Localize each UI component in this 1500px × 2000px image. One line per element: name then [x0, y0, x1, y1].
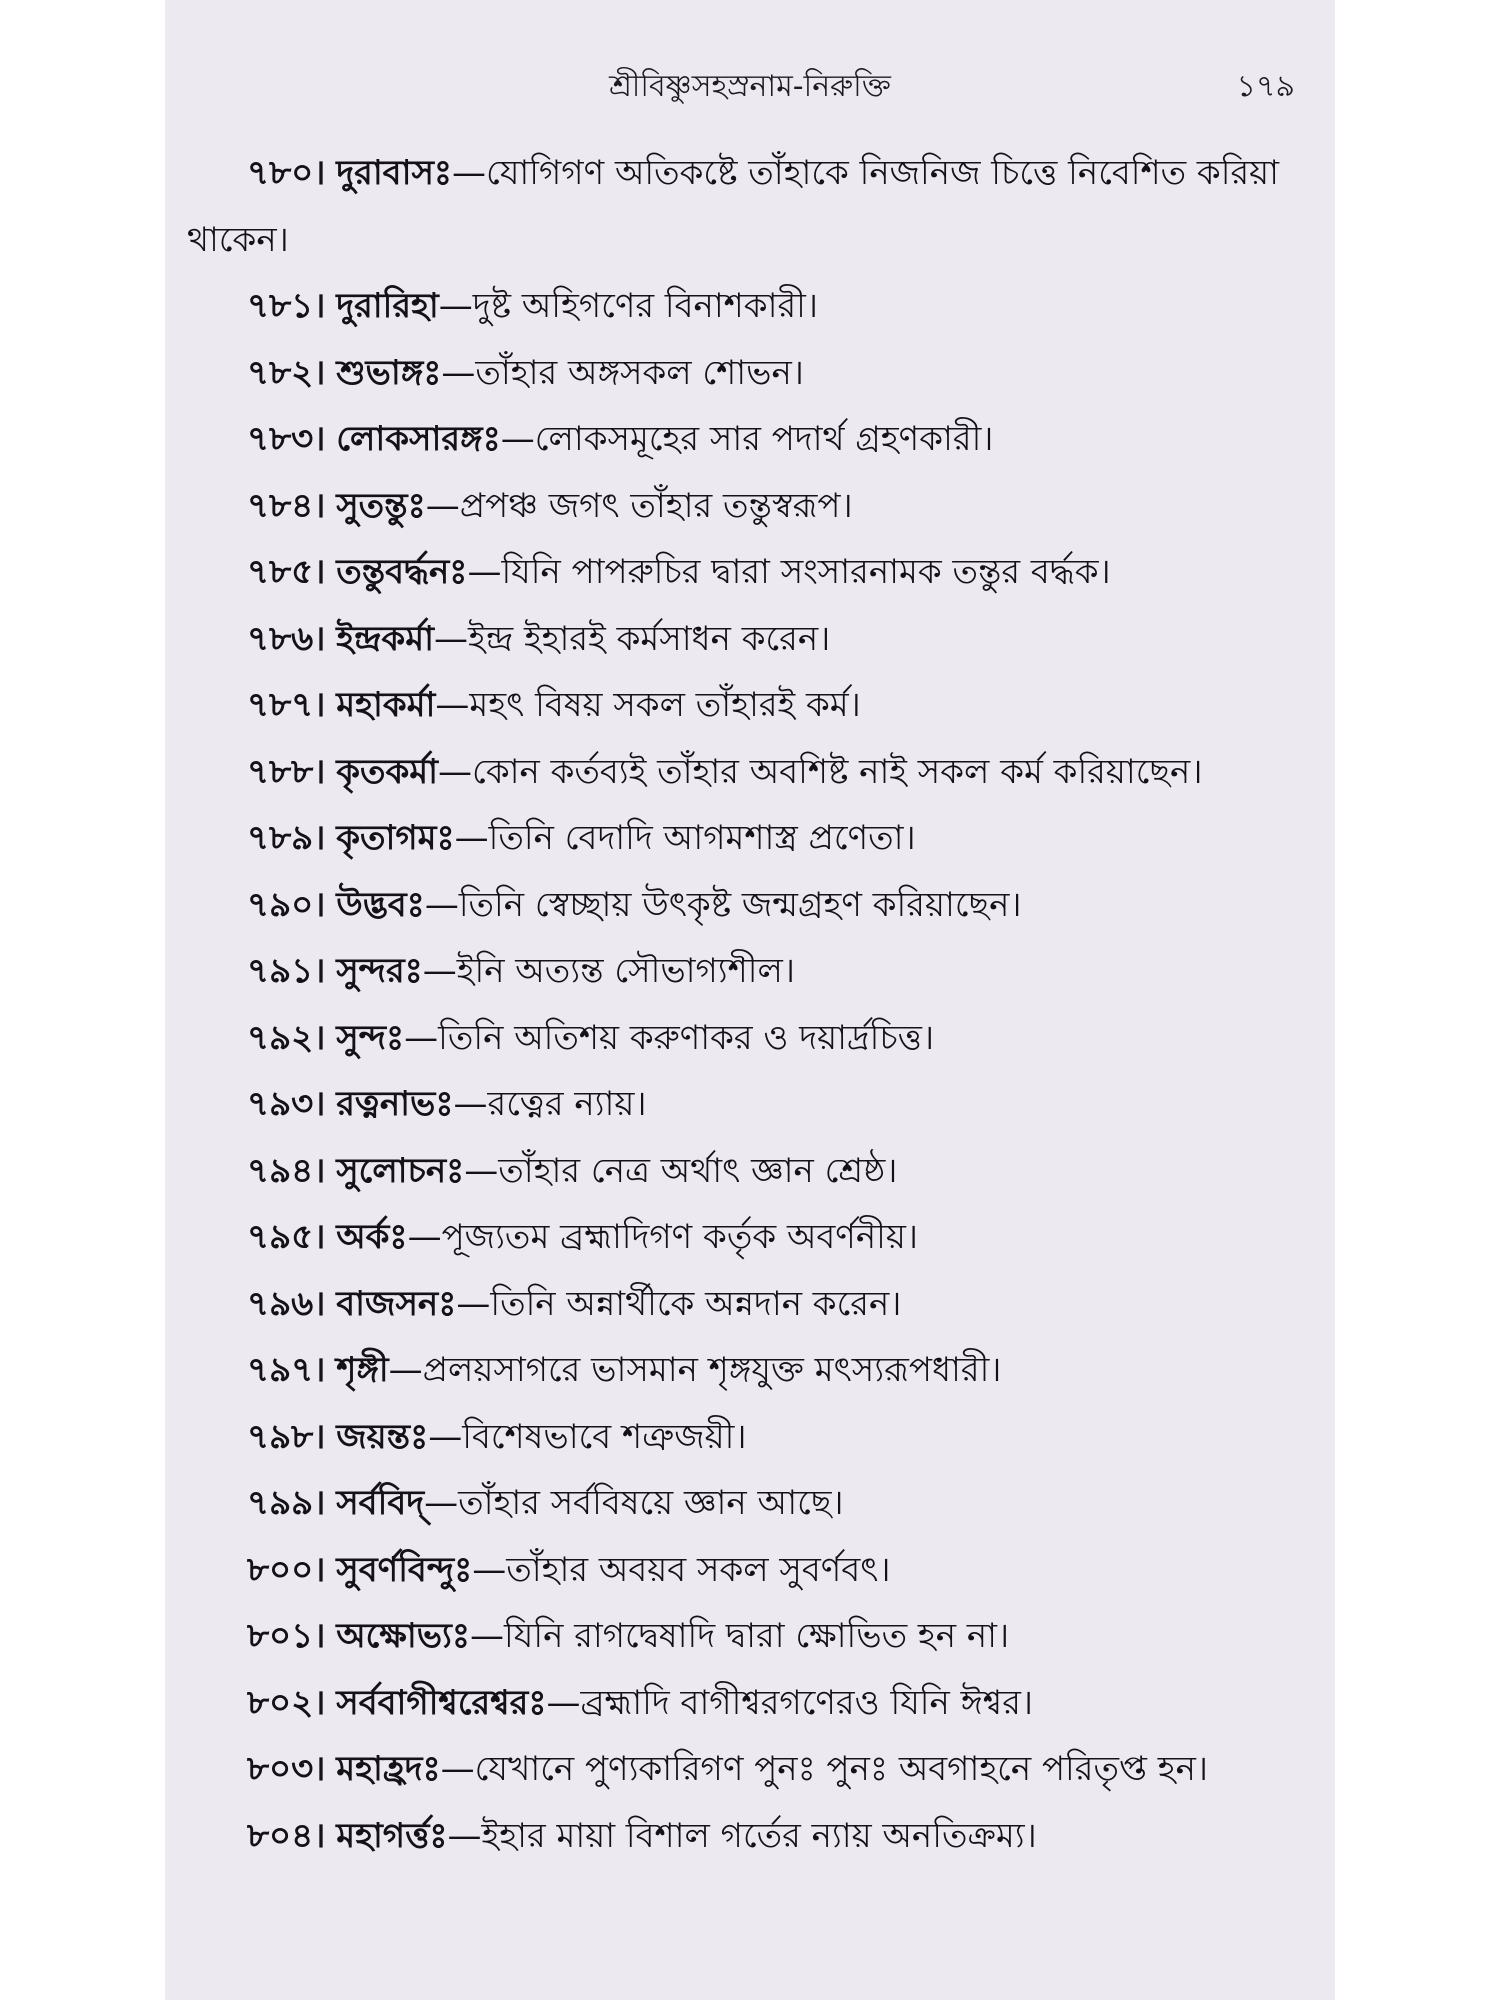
entry-781: [187, 273, 1299, 340]
entry-number: ৭৯০।: [247, 884, 326, 925]
entry-name: সুবর্ণবিন্দুঃ: [336, 1549, 473, 1590]
entry-number: ৮০৪।: [247, 1815, 326, 1856]
entry-name: উদ্ভবঃ: [336, 884, 425, 925]
running-header: [165, 62, 1335, 112]
entry-gloss: —ইহার মায়া বিশাল গর্তের ন্যায় অনতিক্রম্য।: [447, 1815, 1037, 1856]
entry-804: [187, 1803, 1299, 1870]
entry-790: [187, 872, 1299, 939]
entry-gloss: —পূজ্যতম ব্রহ্মাদিগণ কর্তৃক অবর্ণনীয়।: [407, 1217, 919, 1257]
entry-794: [187, 1138, 1299, 1205]
entry-name: সর্ববাগীশ্বরেশ্বরঃ: [336, 1682, 547, 1723]
entry-number: ৭৮৪।: [247, 485, 326, 526]
entry-gloss: —মহৎ বিষয় সকল তাঁহারই কর্ম।: [435, 685, 861, 725]
entry-792: [187, 1005, 1299, 1072]
entry-gloss: —তাঁহার নেত্র অর্থাৎ জ্ঞান শ্রেষ্ঠ।: [464, 1150, 898, 1191]
entry-name: দুরাবাসঃ: [336, 153, 453, 193]
entry-gloss: —তাঁহার সর্ববিষয়ে জ্ঞান আছে।: [424, 1483, 844, 1523]
entry-gloss: —তাঁহার অবয়ব সকল সুবর্ণবৎ।: [472, 1549, 891, 1590]
entry-number: ৮০২।: [247, 1682, 326, 1723]
entry-797: [187, 1337, 1299, 1404]
entry-name: সুন্দরঃ: [336, 951, 423, 991]
entry-796: [187, 1271, 1299, 1338]
entry-number: ৮০১।: [247, 1616, 326, 1656]
entry-gloss: —তিনি স্বেচ্ছায় উৎকৃষ্ট জন্মগ্রহণ করিয়াছেন।: [424, 884, 1022, 925]
entry-name: কৃতাগমঃ: [336, 818, 455, 858]
entry-number: ৮০০।: [247, 1549, 326, 1590]
entry-number: ৭৯৮।: [247, 1416, 326, 1457]
entry-number: ৭৯৬।: [247, 1283, 326, 1324]
entry-gloss: —ইন্দ্র ইহারই কর্মসাধন করেন।: [433, 618, 831, 659]
entry-number: ৭৮৬।: [247, 618, 326, 659]
entry-name: বাজসনঃ: [336, 1283, 457, 1324]
entry-801: [187, 1603, 1299, 1670]
entry-number: ৭৮২।: [247, 352, 326, 393]
entry-number: ৭৮৩।: [247, 419, 326, 459]
entry-gloss: —তিনি অতিশয় করুণাকর ও দয়ার্দ্রচিত্ত।: [404, 1017, 935, 1058]
entry-number: ৭৯৪।: [247, 1150, 326, 1191]
entry-number: ৭৮৫।: [247, 552, 326, 592]
entry-number: ৭৮১।: [247, 286, 326, 326]
entry-number: ৭৯৩।: [247, 1084, 326, 1124]
entry-name: মহাকর্মা: [336, 685, 436, 725]
entry-number: ৭৮০।: [247, 153, 326, 193]
entry-gloss: —যেখানে পুণ্যকারিগণ পুনঃ পুনঃ অবগাহনে পরিতৃপ্ত হন।: [440, 1749, 1209, 1789]
entry-gloss: —যিনি পাপরুচির দ্বারা সংসারনামক তন্তুর বর্দ্ধক।: [467, 552, 1111, 592]
entry-number: ৮০৩।: [247, 1749, 326, 1789]
entry-name: অর্কঃ: [336, 1217, 408, 1257]
entry-name: সর্ববিদ্: [336, 1483, 425, 1523]
entry-name: মহাহ্রদঃ: [336, 1749, 441, 1789]
entry-name: ইন্দ্রকর্মা: [336, 618, 434, 659]
entry-gloss: —কোন কর্তব্যই তাঁহার অবশিষ্ট নাই সকল কর্ম করিয়াছেন।: [438, 751, 1203, 792]
entry-780: [187, 140, 1299, 273]
entry-803: [187, 1736, 1299, 1803]
entry-name: মহাগর্ত্তঃ: [336, 1815, 448, 1856]
entry-name: লোকসারঙ্গঃ: [336, 419, 501, 459]
entry-name: কৃতকর্মা: [336, 751, 439, 792]
entry-name: জয়ন্তঃ: [336, 1416, 429, 1457]
entry-789: [187, 805, 1299, 872]
entry-name: সুলোচনঃ: [336, 1150, 465, 1191]
entry-787: [187, 672, 1299, 739]
book-page: [165, 0, 1335, 2000]
entry-800: [187, 1537, 1299, 1604]
entry-number: ৭৮৭।: [247, 685, 326, 725]
entry-gloss: —যোগিগণ অতিকষ্টে তাঁহাকে নিজনিজ চিত্তে নিবেশিত করিয়া থাকেন।: [187, 153, 1280, 260]
entry-798: [187, 1404, 1299, 1471]
entry-name: শৃঙ্গী: [336, 1350, 389, 1390]
entry-number: ৭৯৭।: [247, 1350, 326, 1390]
entry-793: [187, 1071, 1299, 1138]
entry-name: সুতন্তুঃ: [336, 485, 426, 526]
entry-gloss: —তিনি বেদাদি আগমশাস্ত্র প্রণেতা।: [454, 818, 916, 858]
entry-number: ৭৮৯।: [247, 818, 326, 858]
entry-gloss: —তিনি অন্নার্থীকে অন্নদান করেন।: [456, 1283, 902, 1324]
entry-782: [187, 340, 1299, 407]
entry-name: দুরারিহা: [336, 286, 439, 326]
entry-list: [187, 140, 1299, 1869]
entry-number: ৭৮৮।: [247, 751, 326, 792]
entry-783: [187, 406, 1299, 473]
entry-number: ৭৯৯।: [247, 1483, 326, 1523]
entry-gloss: —যিনি রাগদ্বেষাদি দ্বারা ক্ষোভিত হন না।: [470, 1616, 1010, 1656]
entry-gloss: —প্রপঞ্চ জগৎ তাঁহার তন্তুস্বরূপ।: [425, 485, 853, 526]
entry-785: [187, 539, 1299, 606]
entry-name: সুন্দঃ: [336, 1017, 405, 1058]
entry-gloss: —লোকসমূহের সার পদার্থ গ্রহণকারী।: [500, 419, 994, 459]
entry-791: [187, 938, 1299, 1005]
entry-gloss: —ব্রহ্মাদি বাগীশ্বরগণেরও যিনি ঈশ্বর।: [546, 1682, 1034, 1723]
entry-802: [187, 1670, 1299, 1737]
entry-gloss: —রত্নের ন্যায়।: [453, 1084, 647, 1124]
entry-number: ৭৯৫।: [247, 1217, 326, 1257]
entry-name: তন্তুবর্দ্ধনঃ: [336, 552, 468, 592]
entry-name: অক্ষোভ্যঃ: [336, 1616, 471, 1656]
entry-799: [187, 1470, 1299, 1537]
entry-788: [187, 739, 1299, 806]
entry-gloss: —দুষ্ট অহিগণের বিনাশকারী।: [438, 286, 819, 326]
running-title: শ্রীবিষ্ণুসহস্রনাম-নিরুক্তি: [609, 69, 891, 104]
entry-name: রত্ননাভঃ: [336, 1084, 454, 1124]
page-number: ১৭৯: [1236, 69, 1295, 104]
entry-gloss: —বিশেষভাবে শত্রুজয়ী।: [428, 1416, 747, 1457]
entry-795: [187, 1204, 1299, 1271]
entry-number: ৭৯২।: [247, 1017, 326, 1058]
entry-gloss: —ইনি অত্যন্ত সৌভাগ্যশীল।: [422, 951, 796, 991]
entry-name: শুভাঙ্গঃ: [336, 352, 442, 393]
entry-number: ৭৯১।: [247, 951, 326, 991]
entry-gloss: —তাঁহার অঙ্গসকল শোভন।: [441, 352, 804, 393]
entry-784: [187, 473, 1299, 540]
entry-786: [187, 606, 1299, 673]
entry-gloss: —প্রলয়সাগরে ভাসমান শৃঙ্গযুক্ত মৎস্যরূপধারী।: [388, 1350, 1002, 1390]
